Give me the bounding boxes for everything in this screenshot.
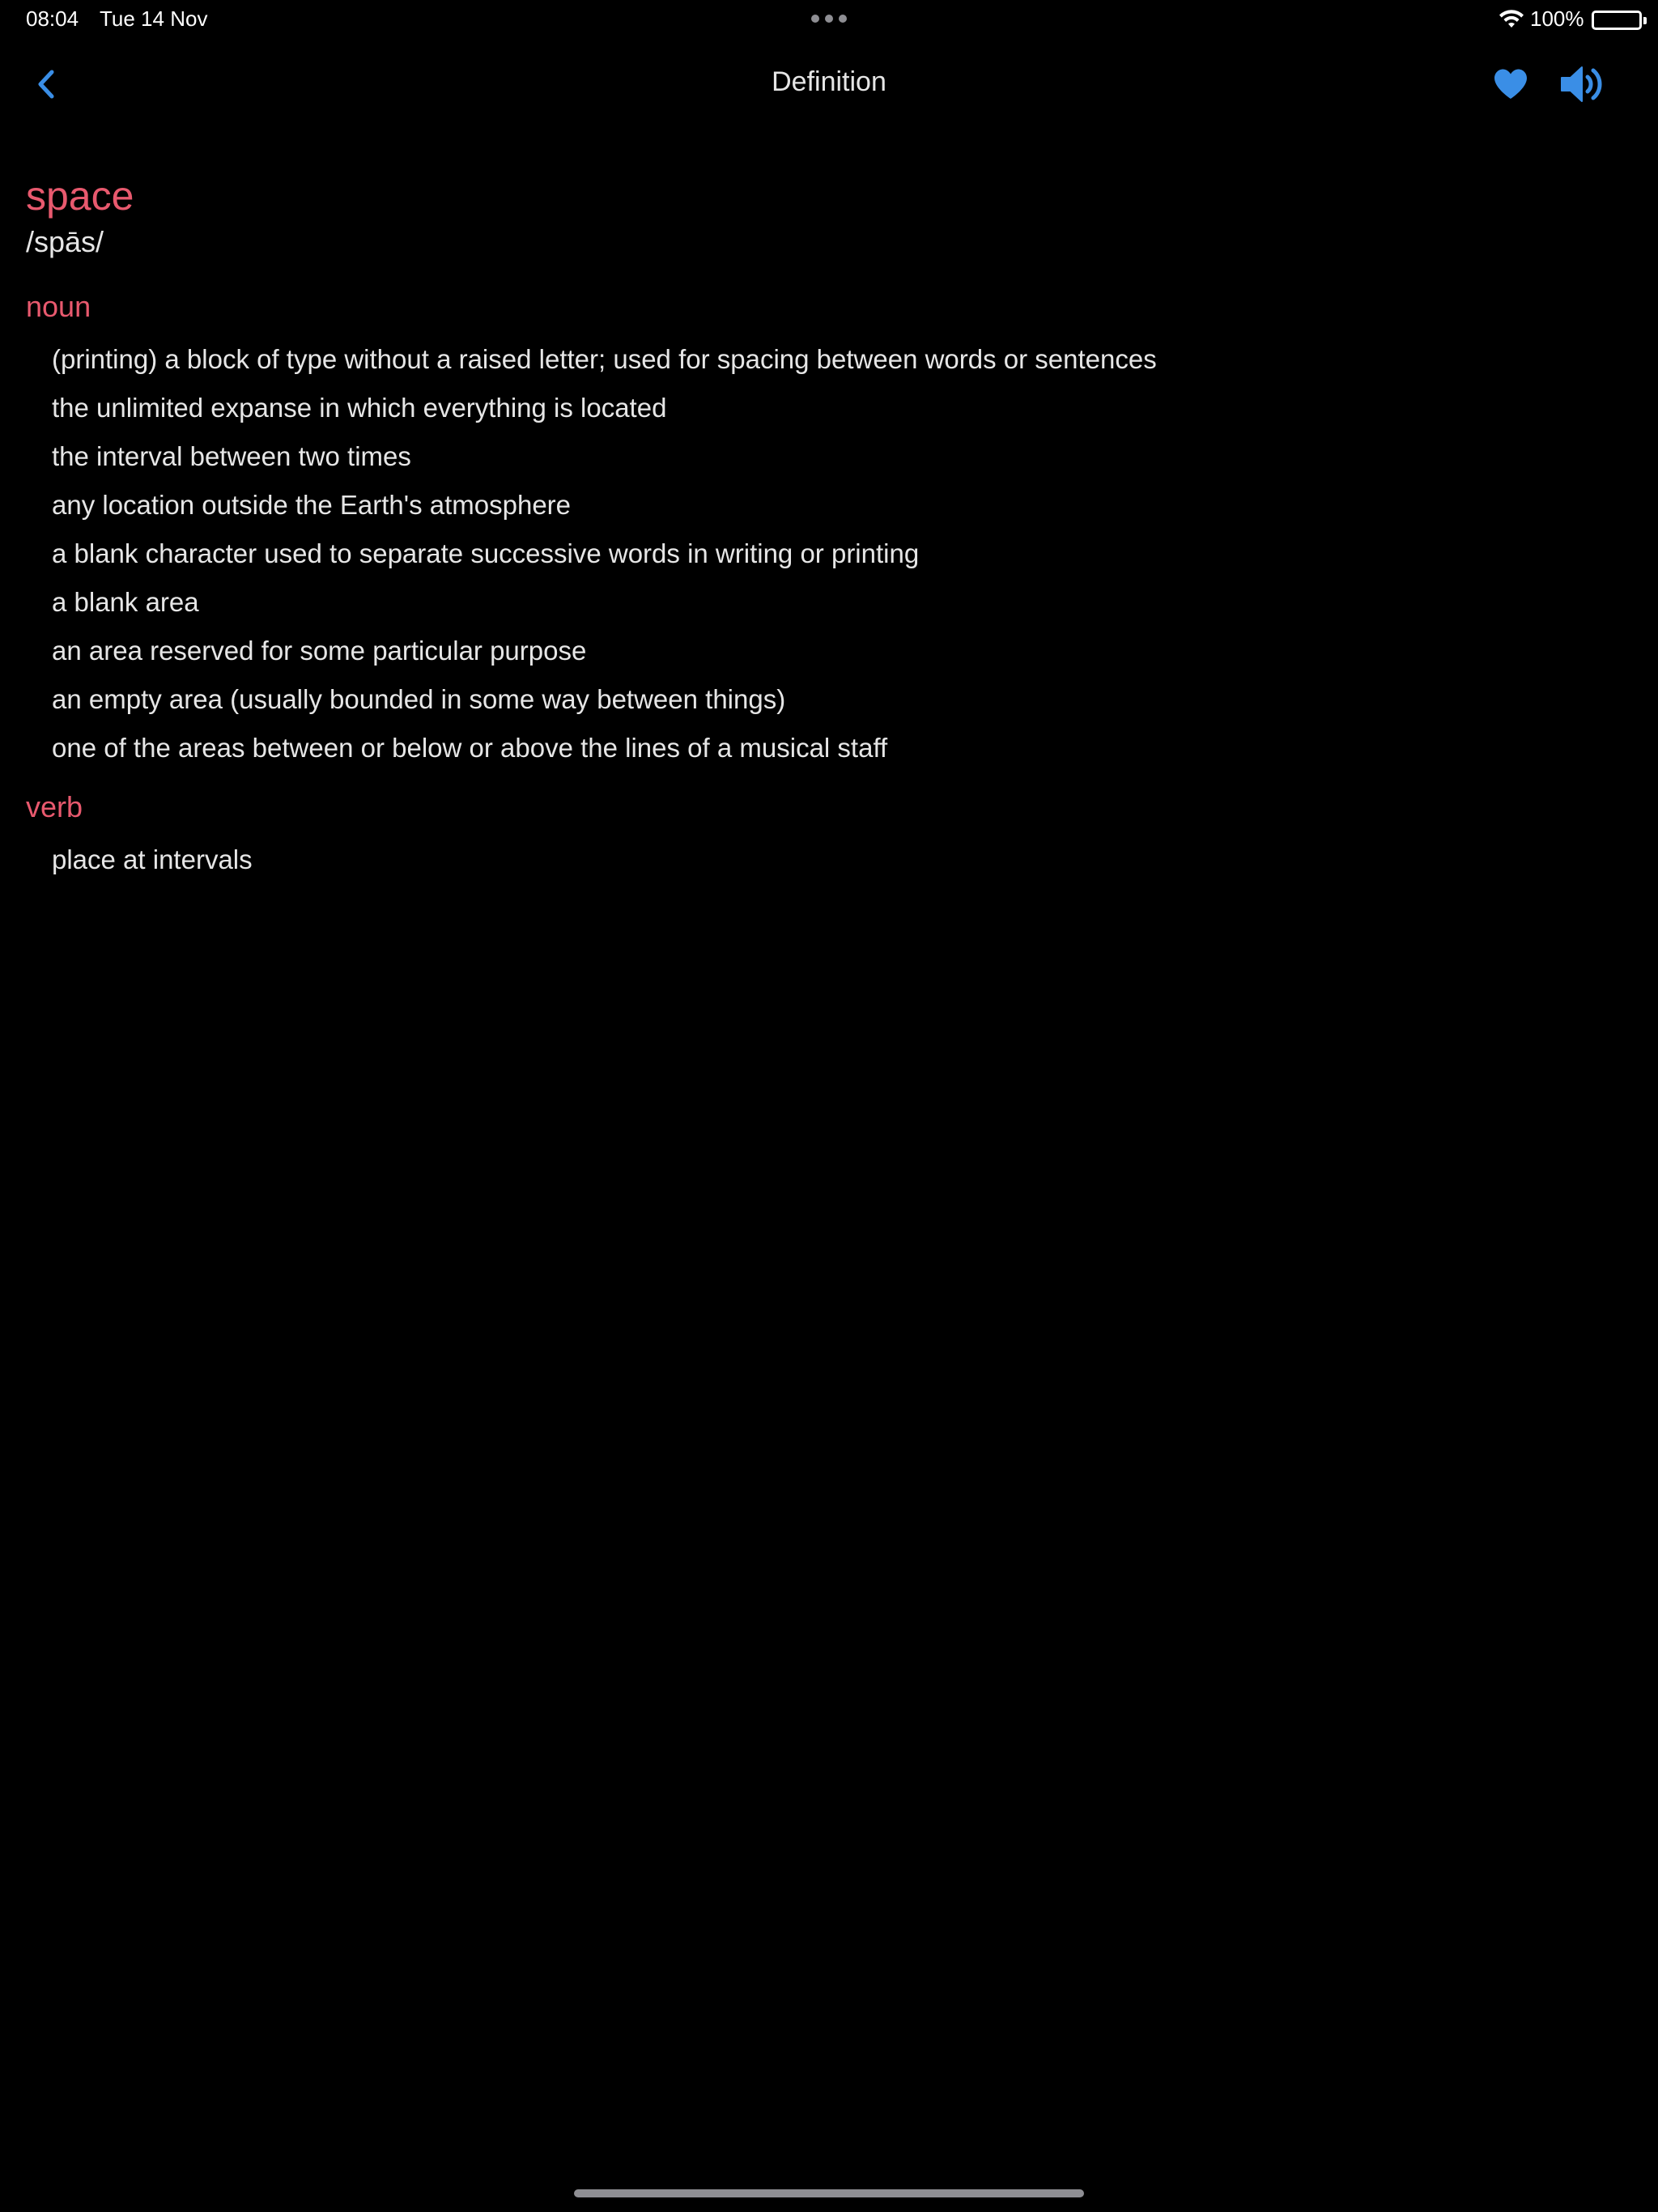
definition-item: (printing) a block of type without a raised letter; used for spacing between words or sentences bbox=[52, 344, 1157, 374]
pos-section-verb bbox=[26, 787, 1632, 884]
pronunciation: /spās/ bbox=[26, 225, 104, 258]
dot bbox=[811, 15, 819, 23]
definition-item: an empty area (usually bounded in some way between things) bbox=[52, 684, 786, 714]
definition-item: place at intervals bbox=[52, 844, 253, 874]
definition-item: a blank character used to separate successive words in writing or printing bbox=[52, 538, 920, 568]
headword: space bbox=[26, 173, 134, 219]
battery-percent: 100% bbox=[1530, 6, 1584, 31]
definition-item: any location outside the Earth's atmosphere bbox=[52, 490, 572, 520]
definition-content bbox=[26, 170, 1632, 884]
favorite-button[interactable] bbox=[1490, 63, 1532, 105]
speaker-icon bbox=[1559, 63, 1611, 105]
nav-bar bbox=[0, 49, 1658, 120]
battery-icon bbox=[1592, 11, 1642, 30]
definition-item: an area reserved for some particular purpose bbox=[52, 636, 587, 666]
wifi-icon bbox=[1499, 8, 1524, 29]
status-date: Tue 14 Nov bbox=[100, 6, 208, 31]
pos-section-noun bbox=[26, 287, 1632, 772]
dot bbox=[839, 15, 847, 23]
multitasking-dots-icon[interactable] bbox=[811, 15, 847, 23]
play-pronunciation-button[interactable] bbox=[1558, 60, 1613, 108]
heart-icon bbox=[1493, 68, 1528, 100]
definition-item: the interval between two times bbox=[52, 441, 411, 471]
definition-list bbox=[26, 836, 1632, 884]
pos-label: noun bbox=[26, 290, 91, 323]
definition-item: a blank area bbox=[52, 587, 199, 617]
dot bbox=[825, 15, 833, 23]
status-time: 08:04 bbox=[26, 6, 79, 31]
pos-label: verb bbox=[26, 790, 83, 823]
definition-item: one of the areas between or below or above the lines of a musical staff bbox=[52, 733, 888, 763]
home-indicator[interactable] bbox=[574, 2189, 1084, 2197]
definition-item: the unlimited expanse in which everything is located bbox=[52, 393, 667, 423]
definition-list bbox=[26, 335, 1632, 772]
page-title: Definition bbox=[772, 66, 886, 97]
status-bar bbox=[0, 0, 1658, 39]
